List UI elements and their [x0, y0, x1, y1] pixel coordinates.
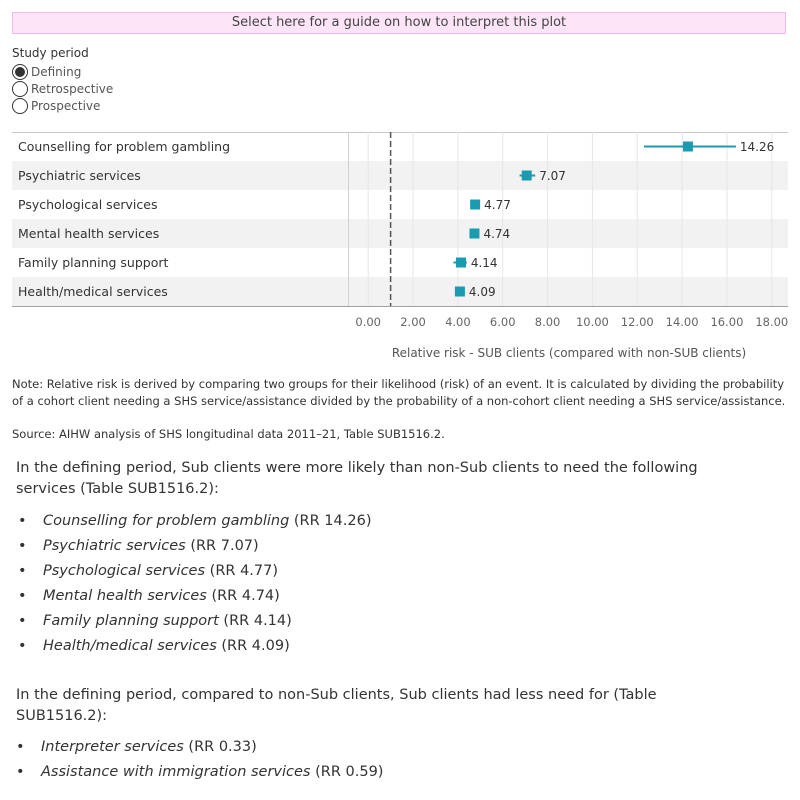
less-need-intro: In the defining period, compared to non-Sub clients, Sub clients had less need for (Table SUB1516.2):: [16, 687, 657, 724]
category-label: Psychological services: [18, 197, 158, 212]
service-name: Mental health services: [43, 588, 207, 604]
radio-label: Prospective: [31, 98, 101, 113]
service-rr: (RR 0.33): [188, 739, 257, 755]
service-name: Psychiatric services: [43, 538, 186, 554]
x-tick-label: 6.00: [489, 315, 516, 329]
rr-marker: [456, 258, 466, 268]
radio-checked-icon[interactable]: [12, 64, 28, 80]
radio-label: Defining: [31, 64, 82, 79]
interpret-guide-button[interactable]: Select here for a guide on how to interpret this plot: [12, 12, 786, 34]
service-rr: (RR 4.09): [221, 638, 290, 654]
rr-marker: [683, 142, 693, 152]
radio-label: Retrospective: [31, 81, 114, 96]
service-rr: (RR 4.74): [211, 588, 280, 604]
x-tick-label: 4.00: [445, 315, 471, 329]
value-label: 4.14: [470, 256, 498, 270]
x-tick-label: 10.00: [575, 315, 609, 329]
x-axis-title: Relative risk - SUB clients (compared with non-SUB clients): [391, 346, 747, 360]
x-tick-label: 16.00: [710, 315, 744, 329]
chart-note: Note: Relative risk is derived by comparing two groups for their likelihood (risk) of an event. It is calculated by dividing the probability of a cohort client needing a SHS service/assistance divided by the probability of a non-cohort client needing a SHS service/assistance.: [12, 377, 786, 408]
service-name: Psychological services: [43, 563, 206, 579]
radio-option-retrospective[interactable]: [12, 80, 113, 97]
list-item: [43, 634, 371, 659]
list-item: [41, 735, 383, 760]
rr-marker: [455, 287, 465, 297]
list-item: [43, 509, 371, 534]
list-item: [43, 609, 371, 634]
category-label: Health/medical services: [18, 284, 168, 299]
service-rr: (RR 14.26): [293, 513, 372, 529]
value-label: 4.77: [484, 198, 511, 212]
category-label: Counselling for problem gambling: [18, 139, 231, 154]
study-period-title: Study period: [12, 46, 89, 60]
list-item: [43, 559, 371, 584]
service-rr: (RR 4.77): [209, 563, 279, 579]
radio-unchecked-icon[interactable]: [12, 98, 28, 114]
rr-marker: [522, 171, 532, 181]
x-tick-label: 14.00: [665, 315, 699, 329]
x-tick-label: 18.00: [755, 315, 789, 329]
radio-option-defining[interactable]: [12, 63, 113, 80]
service-rr: (RR 4.14): [223, 613, 292, 629]
service-rr: (RR 7.07): [190, 538, 259, 554]
service-name: Family planning support: [43, 613, 219, 629]
service-rr: (RR 0.59): [315, 764, 384, 780]
radio-unchecked-icon[interactable]: [12, 81, 28, 97]
list-item: [43, 584, 371, 609]
x-tick-label: 2.00: [400, 315, 426, 329]
rr-marker: [470, 200, 480, 210]
category-label: Psychiatric services: [18, 168, 141, 183]
chart-source: Source: AIHW analysis of SHS longitudinal data 2011–21, Table SUB1516.2.: [12, 427, 445, 441]
relative-risk-chart: [0, 125, 800, 365]
value-label: 4.09: [468, 285, 496, 299]
value-label: 7.07: [539, 169, 566, 183]
x-tick-label: 12.00: [620, 315, 654, 329]
value-label: 14.26: [739, 140, 775, 154]
service-name: Counselling for problem gambling: [43, 513, 290, 529]
rr-marker: [469, 229, 479, 239]
less-need-list: [41, 735, 383, 785]
value-label: 4.74: [483, 227, 511, 241]
more-likely-intro: In the defining period, Sub clients were more likely than non-Sub clients to need the following services (Table SUB1516.2):: [16, 460, 698, 497]
x-tick-label: 0.00: [355, 315, 381, 329]
service-name: Health/medical services: [43, 638, 217, 654]
service-name: Interpreter services: [41, 739, 184, 755]
category-label: Mental health services: [18, 226, 160, 241]
x-tick-label: 8.00: [534, 315, 561, 329]
study-period-radio-group: [12, 63, 113, 114]
more-likely-list: [43, 509, 371, 659]
list-item: [43, 534, 371, 559]
service-name: Assistance with immigration services: [41, 764, 311, 780]
list-item: [41, 760, 383, 785]
radio-option-prospective[interactable]: [12, 97, 113, 114]
category-label: Family planning support: [18, 255, 169, 270]
